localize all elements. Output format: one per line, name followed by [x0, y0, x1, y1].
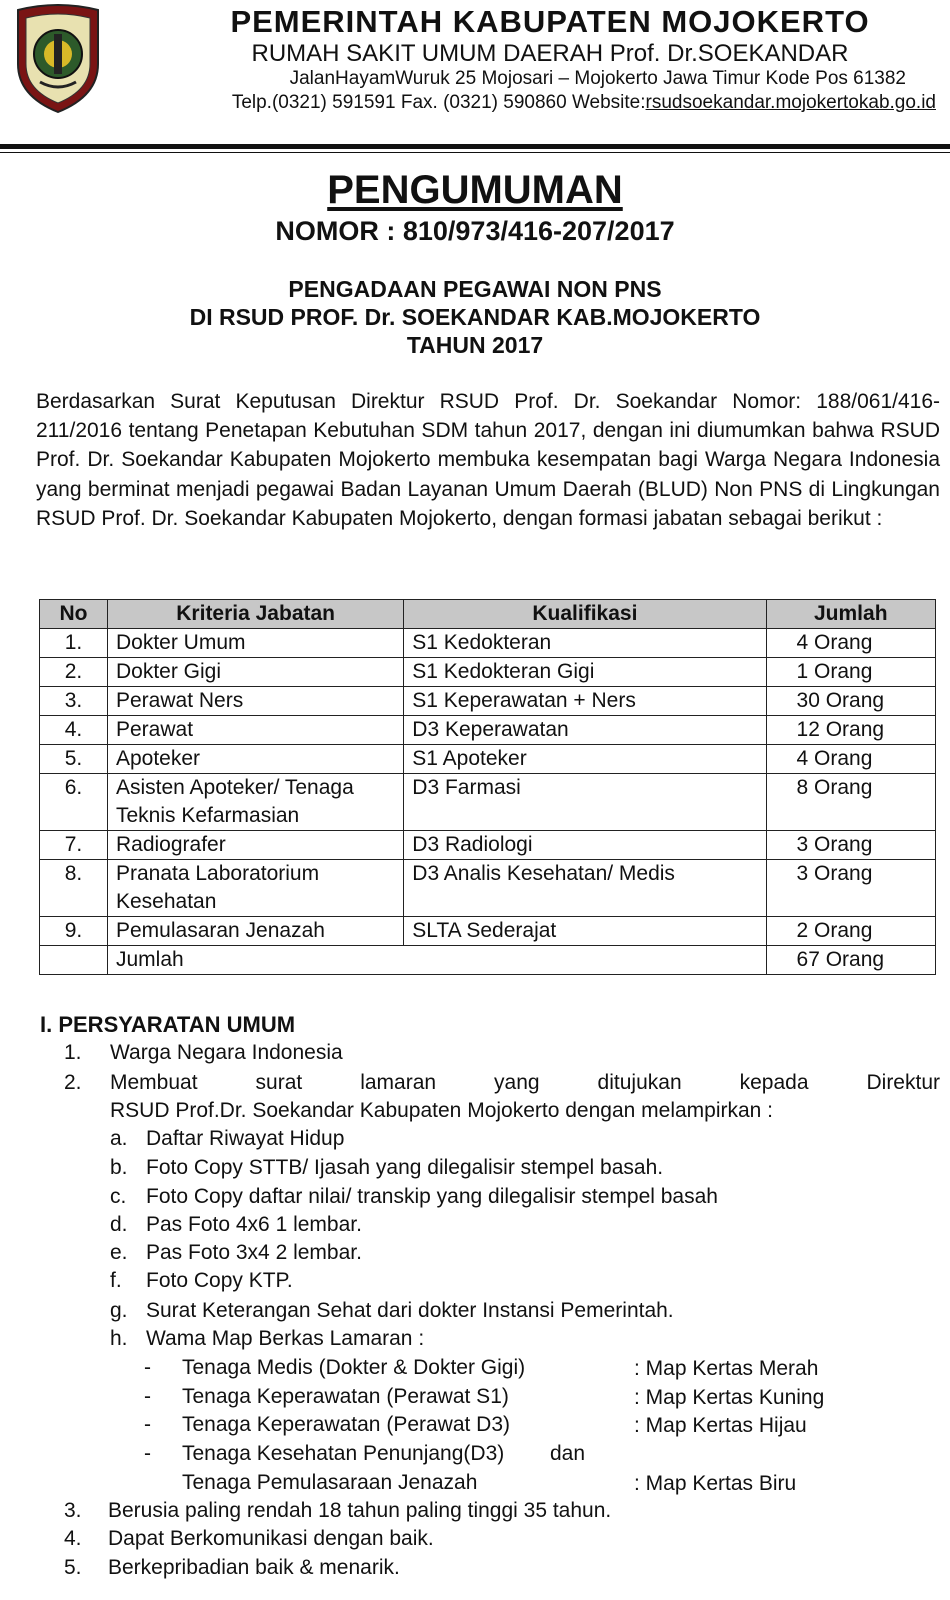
regency-emblem-logo	[10, 4, 106, 116]
cell-kualifikasi: S1 Kedokteran Gigi	[404, 658, 766, 687]
sub-a: Daftar Riwayat Hidup	[146, 1127, 345, 1150]
cell-no-empty	[40, 946, 108, 975]
cell-jumlah: 2 Orang	[766, 917, 935, 946]
map-label: Tenaga Kesehatan Penunjang(D3)	[182, 1442, 505, 1465]
item-number: 1.	[64, 1041, 82, 1064]
item-number: 5.	[64, 1556, 82, 1579]
subtitle-line-1: PENGADAAN PEGAWAI NON PNS	[288, 276, 662, 302]
table-row	[40, 917, 936, 946]
cell-kualifikasi: D3 Farmasi	[404, 774, 766, 831]
table-row	[40, 658, 936, 687]
col-header-kriteria: Kriteria Jabatan	[107, 600, 403, 629]
header-contact	[150, 92, 936, 114]
cell-kriteria: Perawat	[107, 716, 403, 745]
cell-kualifikasi: S1 Apoteker	[404, 745, 766, 774]
sub-letter: f.	[110, 1269, 122, 1292]
cell-no: 1.	[40, 629, 108, 658]
sub-letter: g.	[110, 1299, 128, 1322]
website-link[interactable]: rsudsoekandar.mojokertokab.go.id	[645, 92, 936, 113]
cell-kriteria: Pranata Laboratorium Kesehatan	[107, 860, 403, 917]
map-value: : Map Kertas Merah	[634, 1357, 819, 1380]
table-row	[40, 687, 936, 716]
sub-f: Foto Copy KTP.	[146, 1269, 293, 1292]
cell-no: 7.	[40, 831, 108, 860]
item-4: Dapat Berkomunikasi dengan baik.	[108, 1527, 434, 1550]
table-row	[40, 831, 936, 860]
item-2-line-2: RSUD Prof.Dr. Soekandar Kabupaten Mojokerto dengan melampirkan :	[110, 1099, 774, 1122]
map-value: : Map Kertas Hijau	[634, 1414, 807, 1437]
sub-letter: a.	[110, 1127, 128, 1150]
item-3: Berusia paling rendah 18 tahun paling tinggi 35 tahun.	[108, 1499, 612, 1522]
cell-jumlah: 8 Orang	[766, 774, 935, 831]
sub-d: Pas Foto 4x6 1 lembar.	[146, 1213, 362, 1236]
col-header-no: No	[40, 600, 108, 629]
cell-jumlah: 3 Orang	[766, 831, 935, 860]
header-rule-thick	[0, 144, 950, 149]
col-header-jumlah: Jumlah	[766, 600, 935, 629]
cell-kualifikasi: D3 Keperawatan	[404, 716, 766, 745]
contact-prefix: Telp.(0321) 591591 Fax. (0321) 590860 Website:	[231, 92, 646, 113]
header-address: JalanHayamWuruk 25 Mojosari – Mojokerto Jawa Timur Kode Pos 61382	[289, 68, 906, 89]
subtitle-line-3: TAHUN 2017	[406, 332, 544, 358]
cell-no: 4.	[40, 716, 108, 745]
cell-kriteria: Pemulasaran Jenazah	[107, 917, 403, 946]
cell-kriteria: Dokter Umum	[107, 629, 403, 658]
cell-kriteria: Apoteker	[107, 745, 403, 774]
item-number: 4.	[64, 1527, 82, 1550]
item-2-line-1: Membuat surat lamaran yang ditujukan kepada Direktur	[110, 1071, 940, 1094]
map-label-and: dan	[550, 1442, 586, 1465]
table-total-row	[40, 946, 936, 975]
item-1: Warga Negara Indonesia	[110, 1041, 343, 1064]
table-row	[40, 774, 936, 831]
item-5: Berkepribadian baik & menarik.	[108, 1556, 400, 1579]
cell-jumlah: 1 Orang	[766, 658, 935, 687]
map-label: Tenaga Medis (Dokter & Dokter Gigi)	[182, 1356, 526, 1379]
position-table	[39, 599, 936, 975]
sub-letter: d.	[110, 1213, 128, 1236]
sub-e: Pas Foto 3x4 2 lembar.	[146, 1241, 362, 1264]
cell-kriteria: Dokter Gigi	[107, 658, 403, 687]
sub-letter: c.	[110, 1185, 127, 1208]
sub-b: Foto Copy STTB/ Ijasah yang dilegalisir stempel basah.	[146, 1156, 664, 1179]
map-value: : Map Kertas Biru	[634, 1472, 797, 1495]
sub-g: Surat Keterangan Sehat dari dokter Instansi Pemerintah.	[146, 1299, 674, 1322]
sub-h: Wama Map Berkas Lamaran :	[146, 1327, 425, 1350]
cell-total-value: 67 Orang	[766, 946, 935, 975]
header-government: PEMERINTAH KABUPATEN MOJOKERTO	[230, 4, 870, 39]
header-rule-thin	[0, 152, 950, 153]
map-value: : Map Kertas Kuning	[634, 1386, 825, 1409]
dash: -	[144, 1356, 151, 1379]
sub-letter: e.	[110, 1241, 128, 1264]
document-number: NOMOR : 810/973/416-207/2017	[275, 216, 675, 246]
cell-jumlah: 4 Orang	[766, 745, 935, 774]
map-label-line-2: Tenaga Pemulasaraan Jenazah	[182, 1471, 478, 1494]
header-hospital: RUMAH SAKIT UMUM DAERAH Prof. Dr.SOEKANDAR	[251, 40, 849, 67]
cell-jumlah: 12 Orang	[766, 716, 935, 745]
cell-no: 2.	[40, 658, 108, 687]
cell-kualifikasi: D3 Radiologi	[404, 831, 766, 860]
sub-c: Foto Copy daftar nilai/ transkip yang dilegalisir stempel basah	[146, 1185, 718, 1208]
cell-kualifikasi: SLTA Sederajat	[404, 917, 766, 946]
table-row	[40, 745, 936, 774]
cell-kriteria: Asisten Apoteker/ Tenaga Teknis Kefarmasian	[107, 774, 403, 831]
dash: -	[144, 1413, 151, 1436]
table-row	[40, 629, 936, 658]
dash: -	[144, 1385, 151, 1408]
sub-letter: h.	[110, 1327, 128, 1350]
table-row	[40, 860, 936, 917]
map-label: Tenaga Keperawatan (Perawat D3)	[182, 1413, 511, 1436]
dash: -	[144, 1442, 151, 1465]
subtitle-line-2: DI RSUD PROF. Dr. SOEKANDAR KAB.MOJOKERTO	[189, 304, 761, 330]
cell-no: 3.	[40, 687, 108, 716]
cell-no: 5.	[40, 745, 108, 774]
map-label: Tenaga Keperawatan (Perawat S1)	[182, 1385, 509, 1408]
item-number: 2.	[64, 1071, 82, 1094]
cell-jumlah: 30 Orang	[766, 687, 935, 716]
cell-no: 9.	[40, 917, 108, 946]
cell-jumlah: 3 Orang	[766, 860, 935, 917]
table-header-row	[40, 600, 936, 629]
section-title: I. PERSYARATAN UMUM	[40, 1012, 296, 1037]
cell-kualifikasi: S1 Keperawatan + Ners	[404, 687, 766, 716]
cell-kriteria: Radiografer	[107, 831, 403, 860]
cell-jumlah: 4 Orang	[766, 629, 935, 658]
intro-paragraph: Berdasarkan Surat Keputusan Direktur RSUD Prof. Dr. Soekandar Nomor: 188/061/416-211/2016 tentang Penetapan Kebutuhan SDM tahun 2017, dengan ini diumumkan bahwa RSUD Prof. Dr. Soekandar Kabupaten Mojokerto membuka kesempatan bagi Warga Negara Indonesia yang berminat menjadi pegawai Badan Layanan Umum Daerah (BLUD) Non PNS di Lingkungan RSUD Prof. Dr. Soekandar Kabupaten Mojokerto, dengan formasi jabatan sebagai berikut :	[36, 390, 940, 530]
cell-total-label: Jumlah	[107, 946, 766, 975]
cell-no: 6.	[40, 774, 108, 831]
cell-no: 8.	[40, 860, 108, 917]
item-number: 3.	[64, 1499, 82, 1522]
col-header-kualifikasi: Kualifikasi	[404, 600, 766, 629]
cell-kriteria: Perawat Ners	[107, 687, 403, 716]
cell-kualifikasi: S1 Kedokteran	[404, 629, 766, 658]
page-title: PENGUMUMAN	[327, 168, 623, 212]
table-row	[40, 716, 936, 745]
cell-kualifikasi: D3 Analis Kesehatan/ Medis	[404, 860, 766, 917]
sub-letter: b.	[110, 1156, 128, 1179]
